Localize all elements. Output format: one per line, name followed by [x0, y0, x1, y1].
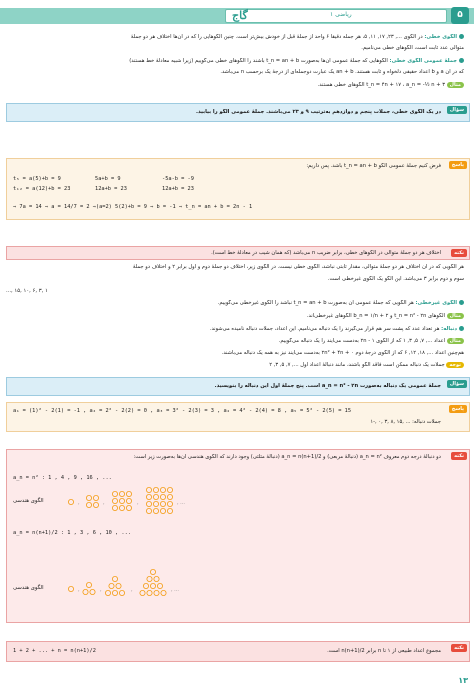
bullet-icon: [459, 326, 464, 331]
intro-line-3: جملهٔ عمومی الگوی خطی: الگوهایی که جملهٔ عمومی آن‌ها به‌صورت t_n = an + b باشند را الگوهای خطی می‌گوییم (زیرا شبیه معادلهٔ خط هستند): [129, 58, 464, 64]
note-box-1: [6, 246, 470, 260]
example-tag: مثال: [447, 313, 464, 319]
answer-sys-1: 5a+b = 9: [95, 176, 121, 182]
question-label: سؤال: [447, 380, 467, 388]
note3-text: مجموع اعداد طبیعی از ۱ تا n برابر n(n+1)/2 است.: [327, 648, 441, 654]
note-label: نکته: [451, 452, 467, 460]
body2-line-2: سوم و دوم برابر ۳ می‌باشد. این الگو یک الگوی غیرخطی است.: [327, 276, 464, 282]
intro-line-1: الگوی خطی: در الگوی ..., ۲۳, ۱۷, ۱۱, ۵، هر جمله دقیقاً ۶ واحد از جملهٔ قبل از خودش بیش‌تر است. چنین الگوهایی را که در آن‌ها اختلاف هر دو جملهٔ: [131, 34, 464, 40]
answer-result: ⇒ 7a = 14 ⇒ a = 14/7 = 2 ⇒(a=2) 5(2)+b = 9 ⇒ b = -1 ⇒ t_n = an + b = 2n - 1: [13, 204, 253, 210]
svg-text:,: ,: [78, 500, 80, 506]
answer2-eq-2: جملات دنباله: ... ,۱۵ ,۸ ,۳ ,۰ ,-۱: [370, 419, 441, 425]
intro-line-2: متوالی عدد ثابت است، الگوهای خطی می‌نامیم.: [361, 45, 464, 51]
body2-line-7: هم‌چنین اعداد ..., ۱۸, ۱۲, ۶ که از الگوی درجهٔ دوم ۲n² + ۴n + ۰ به‌دست می‌آیند نیز به همه یک دنباله می‌باشند.: [221, 350, 464, 356]
question-label: سؤال: [447, 106, 467, 114]
chapter-badge: ۵: [451, 7, 469, 24]
answer-label: پاسخ: [449, 405, 467, 413]
svg-text:,: ,: [100, 587, 102, 593]
intro-line-4: که در آن a و b اعداد حقیقی دلخواه و ثابت هستند. an + b یک عبارت دوجمله‌ای از درجهٔ یک برحسب n می‌باشد.: [220, 69, 464, 75]
square-dots-pattern: [65, 480, 215, 530]
svg-text:, ...: , ...: [177, 500, 185, 506]
page-number: ۱۳: [458, 676, 468, 685]
body2-line-4: مثال الگوهای t_n = n² - ۲n و b_n = ۱/n + ۲ الگوهای غیرخطی‌اند.: [307, 313, 464, 319]
brand-logo: گاج: [232, 9, 248, 22]
example-tag: مثال: [447, 338, 464, 344]
svg-text:, ...: , ...: [171, 587, 179, 593]
intro-line-5: مثال t_n = ۴n + ۱۷ ، a_n = -½ n + ۳ الگوهای خطی هستند.: [318, 82, 464, 88]
example-tag: مثال: [447, 82, 464, 88]
geo-label-1: الگوی هندسی: [13, 498, 44, 504]
body2-line-1: هر الگویی که در آن اختلاف هر دو جملهٔ متوالی، مقدار ثابتی نباشد، الگوی خطی نیست. در الگوی زیر، اختلاف دو جملهٔ دوم و اول برابر ۲ و اختلاف دو جملهٔ: [132, 264, 464, 270]
answer-sys-4: 12a+b = 23: [162, 186, 194, 192]
question-text: در یک الگوی خطی، جملات پنجم و دوازدهم به‌ترتیب ۹ و ۲۳ می‌باشند. جملهٔ عمومی الگو را بیابید.: [196, 109, 441, 115]
question-box-1: [6, 103, 470, 122]
note-text: اختلاف هر دو جملهٔ متوالی در الگوهای خطی، برابر ضریب n می‌باشد (که همان شیب در معادلهٔ خط است).: [211, 250, 441, 256]
body2-line-8: توجه جملات یک دنباله ممکن است فاقد الگو باشند، مانند دنبالهٔ اعداد اول ..., ۷, ۵, ۳, ۲: [269, 362, 464, 368]
svg-text:,: ,: [137, 500, 139, 506]
bullet-icon: [459, 58, 464, 63]
note-box-3: [6, 641, 470, 662]
note-box-2: [6, 449, 470, 623]
body2-line-5: دنباله: هر تعداد عدد که پشت سر هم قرار می‌گیرند را یک دنباله می‌نامیم. این اعداد، جملات دنباله نامیده می‌شوند.: [210, 326, 464, 332]
question-box-2: [6, 377, 470, 396]
subject-label: ریاضی ۱: [330, 11, 352, 18]
note2-line-1: دو دنبالهٔ درجه دوم معروف a_n = n² (دنبالهٔ مربعی) و a_n = n(n+1)/2 (دنبالهٔ مثلثی) وجود دارند که الگوی هندسی آن‌ها به‌صورت زیر است:: [133, 454, 441, 460]
svg-text:,: ,: [131, 587, 133, 593]
note-label: نکته: [451, 644, 467, 652]
geo-label-2: الگوی هندسی: [13, 585, 44, 591]
question-text: جملهٔ عمومی یک دنباله به‌صورت a_n = n² - ۲n است. پنج جملهٔ اول این دنباله را بنویسید.: [214, 383, 441, 389]
answer-sys-3: -5a-b = -9: [162, 176, 194, 182]
body2-sequence: ..., ۱۵, ۱۰, ۶, ۳, ۱: [6, 288, 48, 294]
note-label: نکته: [451, 249, 467, 257]
answer-eq-1: t₅ = a(5)+b = 9: [13, 176, 61, 182]
answer-label: پاسخ: [449, 161, 467, 169]
body2-line-3: الگوی غیرخطی: هر الگویی که جملهٔ عمومی آن به‌صورت t_n = an + b نباشد را الگوی غیرخطی می‌گوییم.: [218, 300, 464, 306]
svg-text:,: ,: [103, 500, 105, 506]
bullet-icon: [459, 34, 464, 39]
answer-sys-2: 12a+b = 23: [95, 186, 127, 192]
bullet-icon: [459, 300, 464, 305]
body2-line-6: مثال اعداد ..., ۷, ۵, ۳, ۱ که از الگوی ۲n - ۱ به‌دست می‌آیند را یک دنباله می‌گوییم.: [279, 338, 464, 344]
page-header: [0, 0, 474, 30]
answer-box-1: [6, 158, 470, 220]
note3-formula: 1 + 2 + ... + n = n(n+1)/2: [13, 648, 96, 654]
answer-eq-2: t₁₂ = a(12)+b = 23: [13, 186, 71, 192]
triangle-dots-pattern: [65, 555, 215, 615]
answer-box-2: [6, 402, 470, 432]
attention-tag: توجه: [446, 362, 464, 368]
note2-seq-1: a_n = n² : 1 , 4 , 9 , 16 , ...: [13, 475, 112, 481]
note2-seq-2: a_n = n(n+1)/2 : 1 , 3 , 6 , 10 , ...: [13, 530, 131, 536]
svg-text:,: ,: [78, 587, 80, 593]
answer2-eq-1: a₁ = (1)² - 2(1) = -1 , a₂ = 2² - 2(2) = 0 , a₃ = 3² - 2(3) = 3 , a₄ = 4² - 2(4) = 8 , a₅ = 5² - 2(5) = 15: [13, 408, 352, 414]
answer-intro: فرض کنیم جملهٔ عمومی الگو t_n = an + b باشد. پس داریم:: [306, 163, 441, 169]
